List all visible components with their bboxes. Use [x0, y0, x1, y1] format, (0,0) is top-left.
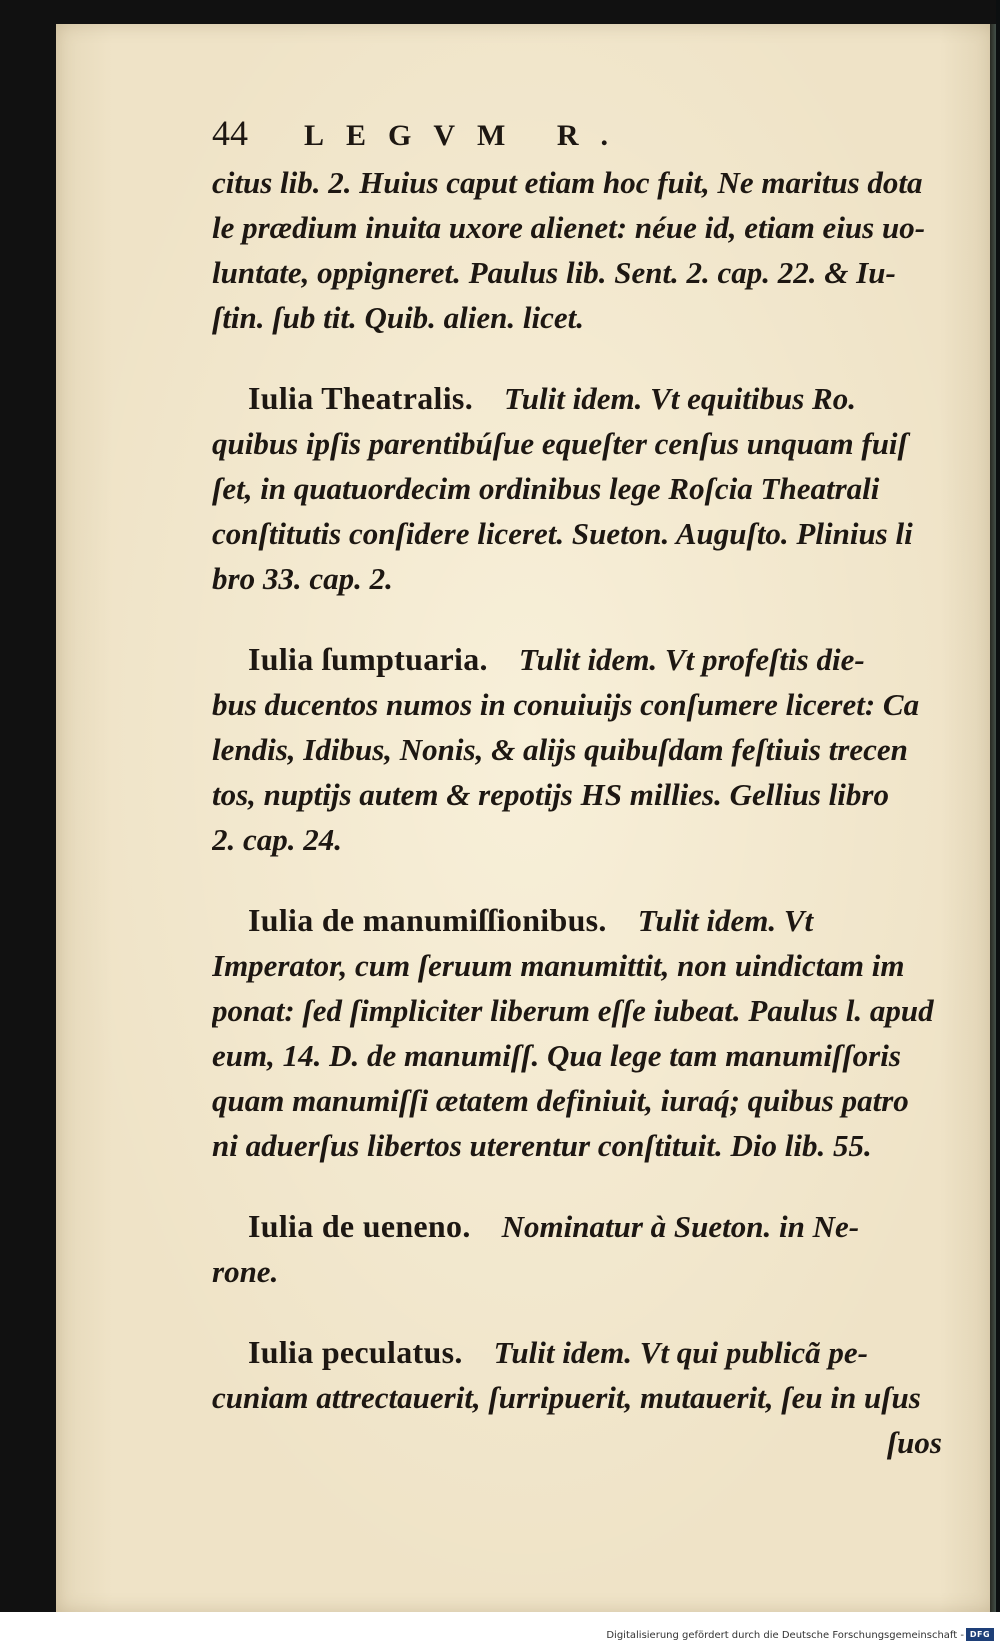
entry-text: Tulit idem. Vt qui publicã pe-	[493, 1335, 868, 1370]
entry-text: Nominatur à Sueton. in Ne-	[501, 1209, 860, 1244]
entry-iulia-de-manumissionibus	[212, 898, 942, 1168]
catchword: ſuos	[886, 1425, 942, 1460]
entry-first-line	[212, 1204, 942, 1249]
text-line: quam manumiſſi ætatem definiuit, iuraq́; quibus patro	[212, 1083, 909, 1118]
text-line: Imperator, cum ſeruum manumittit, non uindictam im	[212, 948, 905, 983]
text-line: ni aduerſus libertos uterentur conſtituit. Dio lib. 55.	[212, 1128, 872, 1163]
entry-first-line	[212, 376, 942, 421]
page-number: 44	[212, 113, 248, 153]
entry-iulia-peculatus	[212, 1330, 942, 1465]
text-line: quibus ipſis parentibúſue equeſter cenſus unquam fuiſ	[212, 426, 908, 461]
entry-heading: Iulia Theatralis.	[248, 380, 473, 416]
entry-iulia-de-ueneno	[212, 1204, 942, 1294]
text-line: ſtin. ſub tit. Quib. alien. licet.	[212, 300, 585, 335]
text-line: bus ducentos numos in conuiuijs conſumere liceret: Ca	[212, 687, 920, 722]
running-head: LEGVM R.	[304, 119, 630, 152]
text-line: 2. cap. 24.	[212, 822, 343, 857]
text-line: le prædium inuita uxore alienet: néue id, etiam eius uo-	[212, 210, 926, 245]
entry-text: Tulit idem. Vt equitibus Ro.	[504, 381, 856, 416]
text-line: tos, nuptijs autem & repotijs HS millies. Gellius libro	[212, 777, 889, 812]
text-line: rone.	[212, 1254, 279, 1289]
dfg-logo: DFG	[966, 1628, 994, 1641]
entry-first-line	[212, 637, 942, 682]
entry-heading: Iulia de ueneno.	[248, 1208, 471, 1244]
digitization-credit: Digitalisierung gefördert durch die Deutsche Forschungsgemeinschaft -	[606, 1630, 964, 1641]
text-line: eum, 14. D. de manumiſſ. Qua lege tam manumiſſoris	[212, 1038, 901, 1073]
text-line: citus lib. 2. Huius caput etiam hoc fuit, Ne maritus dota	[212, 165, 923, 200]
text-line: luntate, oppigneret. Paulus lib. Sent. 2. cap. 22. & Iu-	[212, 255, 896, 290]
entry-iulia-theatralis	[212, 376, 942, 601]
paragraph-continuation	[212, 160, 942, 340]
entry-first-line	[212, 898, 942, 943]
entry-text: Tulit idem. Vt profeſtis die-	[518, 642, 865, 677]
entry-heading: Iulia de manumiſſionibus.	[248, 902, 607, 938]
text-line: bro 33. cap. 2.	[212, 561, 393, 596]
entry-heading: Iulia ſumptuaria.	[248, 641, 488, 677]
page-text	[212, 112, 942, 1465]
text-line: lendis, Idibus, Nonis, & alijs quibuſdam feſtiuis trecen	[212, 732, 908, 767]
entry-first-line	[212, 1330, 942, 1375]
entry-heading: Iulia peculatus.	[248, 1334, 463, 1370]
entry-text: Tulit idem. Vt	[637, 903, 814, 938]
text-line: cuniam attrectauerit, ſurripuerit, mutauerit, ſeu in uſus	[212, 1380, 921, 1415]
entry-iulia-sumptuaria	[212, 637, 942, 862]
text-line: conſtitutis conſidere liceret. Sueton. Auguſto. Plinius li	[212, 516, 913, 551]
text-line: ſet, in quatuordecim ordinibus lege Roſcia Theatrali	[212, 471, 880, 506]
text-line: ponat: ſed ſimpliciter liberum eſſe iubeat. Paulus l. apud	[212, 993, 934, 1028]
scan-border	[996, 0, 1000, 1644]
page-header	[212, 112, 942, 160]
